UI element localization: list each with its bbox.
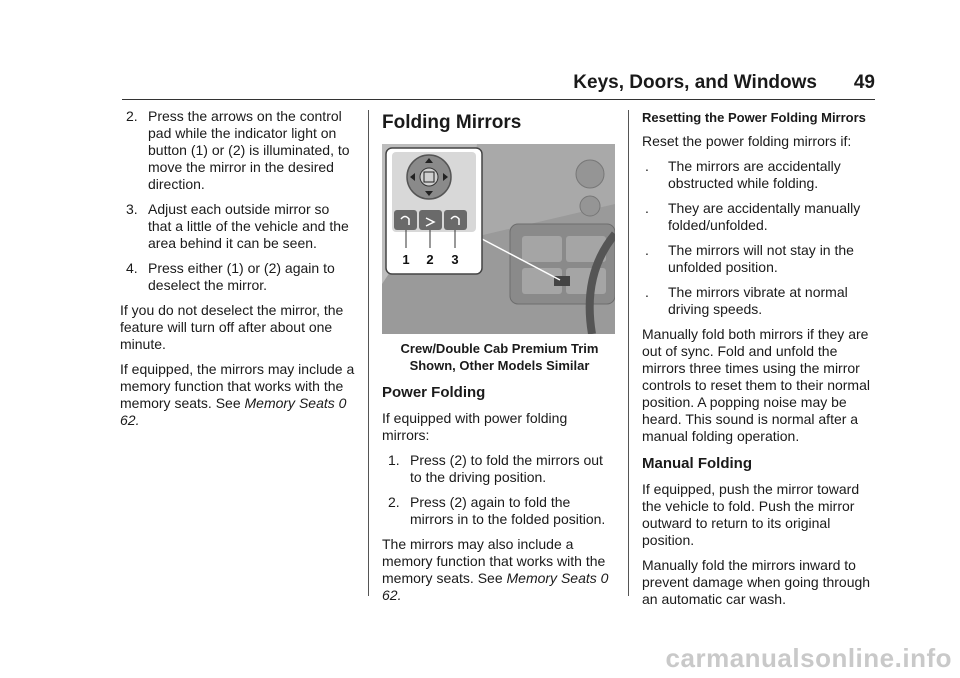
list-item: . The mirrors are accidentally obstructed while folding. xyxy=(645,158,841,191)
list-item: 2. Press the arrows on the control pad while the indicator light on button (1) or (2) is illuminated, to move the mirror in the desired direction. xyxy=(126,108,350,192)
column-divider xyxy=(368,110,369,596)
callout-label: 1 xyxy=(402,252,410,267)
paragraph: Manually fold both mirrors if they are out of sync. Fold and unfold the mirrors three times using the mirror controls to reset them to their normal position. A popping noise may be heard. This sound is normal after a manual folding operation. xyxy=(642,326,870,444)
photo-caption: Crew/Double Cab Premium Trim Shown, Other Models Similar xyxy=(400,341,599,373)
cross-reference-link[interactable]: Memory Seats 0 62. xyxy=(120,395,347,428)
paragraph: Reset the power folding mirrors if: xyxy=(642,133,852,149)
list-item: 1. Press (2) to fold the mirrors out to the driving position. xyxy=(388,452,603,485)
callout-label: 3 xyxy=(451,252,459,267)
section-title: Keys, Doors, and Windows xyxy=(573,72,817,93)
header-rule xyxy=(122,99,875,100)
list-item: . The mirrors will not stay in the unfolded position. xyxy=(645,242,854,275)
subsection-heading: Resetting the Power Folding Mirrors xyxy=(642,110,866,125)
page-number: 49 xyxy=(853,72,875,93)
column-2 xyxy=(382,108,617,612)
page-header xyxy=(560,72,875,94)
paragraph: Manually fold the mirrors inward to prevent damage when going through an automatic car wash. xyxy=(642,557,871,607)
callout-label: 2 xyxy=(426,252,434,267)
paragraph: If equipped with power folding mirrors: xyxy=(382,410,568,443)
mirror-controls-photo xyxy=(382,144,615,334)
paragraph: The mirrors may also include a memory function that works with the memory seats. See Memory Seats 0 62. xyxy=(382,536,609,603)
list-item: 4. Press either (1) or (2) again to deselect the mirror. xyxy=(126,260,335,293)
column-3 xyxy=(642,110,877,616)
watermark: carmanualsonline.info xyxy=(665,643,952,673)
subheading: Manual Folding xyxy=(642,455,752,472)
list-item: 2. Press (2) again to fold the mirrors in to the folded position. xyxy=(388,494,606,527)
list-item: . The mirrors vibrate at normal driving speeds. xyxy=(645,284,848,317)
subheading: Power Folding xyxy=(382,384,486,401)
paragraph: If equipped, push the mirror toward the vehicle to fold. Push the mirror outward to return to its original position. xyxy=(642,481,860,548)
list-item: 3. Adjust each outside mirror so that a little of the vehicle and the area behind it can be seen. xyxy=(126,201,349,251)
paragraph: If equipped, the mirrors may include a memory function that works with the memory seats. See Memory Seats 0 62. xyxy=(120,361,355,428)
paragraph: If you do not deselect the mirror, the feature will turn off after about one minute. xyxy=(120,302,344,352)
list-item: . They are accidentally manually folded/unfolded. xyxy=(645,200,861,233)
cross-reference-link[interactable]: Memory Seats 0 62. xyxy=(382,570,609,603)
section-heading: Folding Mirrors xyxy=(382,112,522,133)
column-1 xyxy=(120,108,355,437)
column-divider xyxy=(628,110,629,596)
